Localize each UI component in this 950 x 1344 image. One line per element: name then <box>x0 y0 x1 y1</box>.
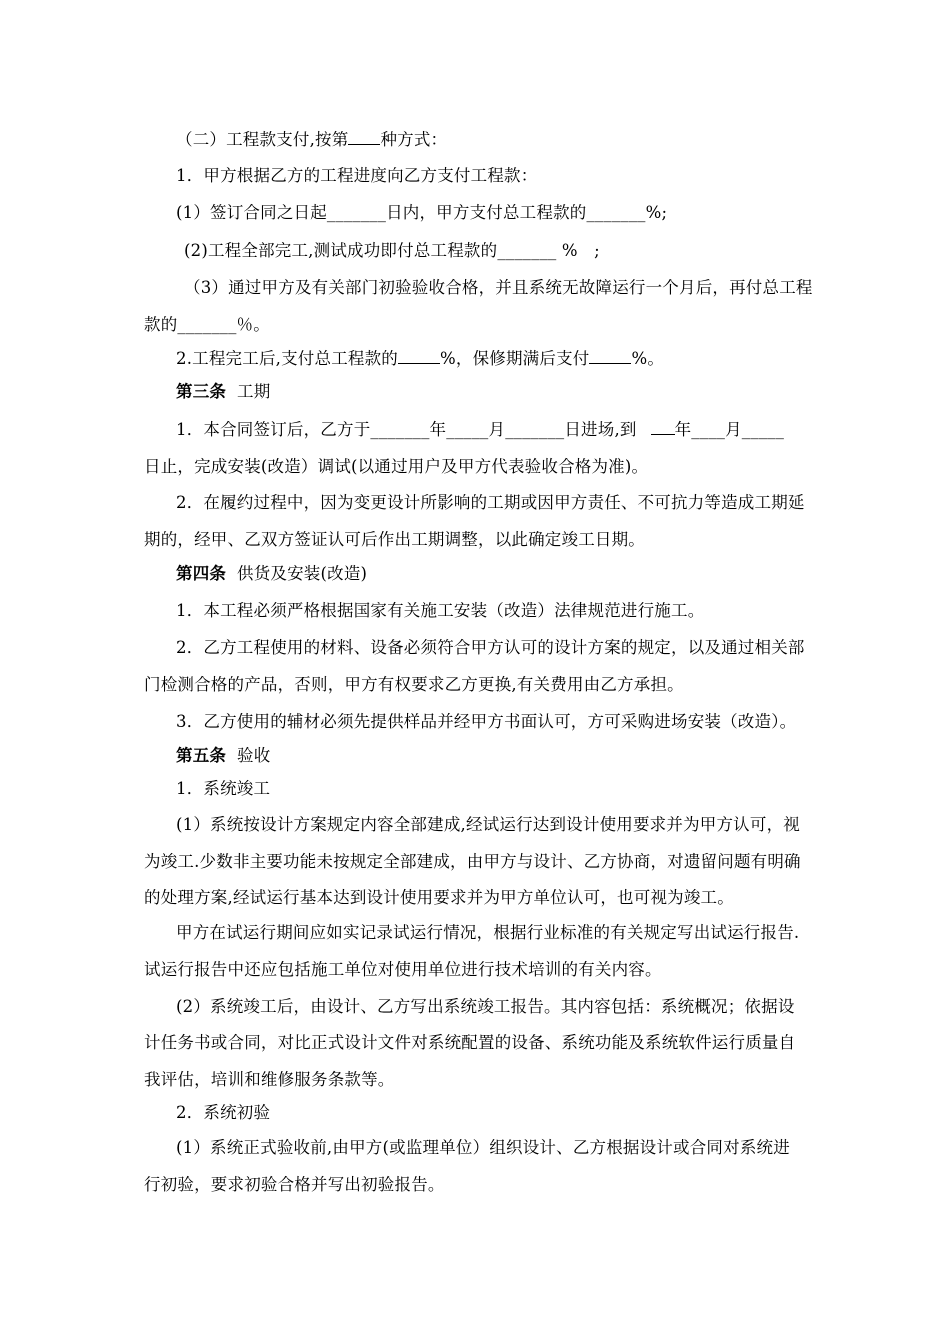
article-3-item-1-text-b: 年____月_____ <box>674 420 785 439</box>
payment-heading-text-a: （二）工程款支付,按第 <box>176 130 349 149</box>
payment-item-2 <box>176 347 664 370</box>
blank-line <box>589 347 631 364</box>
article-3-heading: 工期 <box>226 382 271 401</box>
article-5-p1-line2: 为竣工.少数非主要功能未按规定全部建成，由甲方与设计、乙方协商，对遗留问题有明确 <box>144 852 801 871</box>
payment-item-1-2: (2)工程全部完工,测试成功即付总工程款的_______ % ; <box>184 241 600 260</box>
payment-heading <box>176 128 447 151</box>
blank-line <box>348 128 380 145</box>
article-3-item-2-line1: 2．在履约过程中，因为变更设计所影响的工期或因甲方责任、不可抗力等造成工期延 <box>176 493 805 512</box>
article-3-label: 第三条 <box>176 382 227 401</box>
article-5-p4-line2: 行初验，要求初验合格并写出初验报告。 <box>144 1175 445 1194</box>
article-5-p3-line1: (2）系统竣工后，由设计、乙方写出系统竣工报告。其内容包括：系统概况；依据设 <box>176 997 795 1016</box>
article-4-item-1: 1．本工程必须严格根据国家有关施工安装（改造）法律规范进行施工。 <box>176 601 705 620</box>
article-5-p2-line2: 试运行报告中还应包括施工单位对使用单位进行技术培训的有关内容。 <box>144 960 662 979</box>
article-4-item-2-line2: 门检测合格的产品，否则，甲方有权要求乙方更换,有关费用由乙方承担。 <box>144 675 684 694</box>
payment-item-1-3-line1: （3）通过甲方及有关部门初验验收合格，并且系统无故障运行一个月后，再付总工程 <box>184 278 813 297</box>
article-4-item-2-line1: 2．乙方工程使用的材料、设备必须符合甲方认可的设计方案的规定，以及通过相关部 <box>176 638 805 657</box>
payment-heading-text-b: 种方式： <box>380 130 448 149</box>
article-4-item-3: 3．乙方使用的辅材必须先提供样品并经甲方书面认可，方可采购进场安装（改造）。 <box>176 712 797 731</box>
payment-item-1-3-line2: 款的_______％。 <box>144 315 270 334</box>
article-5-sub-2: 2．系统初验 <box>176 1103 271 1122</box>
payment-item-2-text-a: 2.工程完工后,支付总工程款的 <box>176 349 398 368</box>
article-4-label: 第四条 <box>176 564 227 583</box>
article-5-p2-line1: 甲方在试运行期间应如实记录试运行情况，根据行业标准的有关规定写出试运行报告. <box>176 923 800 942</box>
payment-item-2-text-c: %。 <box>631 349 665 368</box>
article-5-p1-line1: (1）系统按设计方案规定内容全部建成,经试运行达到设计使用要求并为甲方认可，视 <box>176 815 800 834</box>
blank-line <box>651 418 675 435</box>
article-5-p3-line2: 计任务书或合同，对比正式设计文件对系统配置的设备、系统功能及系统软件运行质量自 <box>144 1033 796 1052</box>
payment-item-2-text-b: %，保修期满后支付 <box>440 349 590 368</box>
payment-item-1-1: (1）签订合同之日起_______日内，甲方支付总工程款的_______%; <box>176 203 668 222</box>
article-4-title <box>176 563 367 585</box>
article-3-item-2-line2: 期的，经甲、乙双方签证认可后作出工期调整，以此确定竣工日期。 <box>144 530 645 549</box>
blank-line <box>398 347 440 364</box>
article-5-title <box>176 745 270 767</box>
article-3-item-1-text-a: 1．本合同签订后，乙方于_______年_____月_______日进场,到 <box>176 420 637 439</box>
article-3-title <box>176 381 270 403</box>
article-5-p4-line1: (1）系统正式验收前,由甲方(或监理单位）组织设计、乙方根据设计或合同对系统进 <box>176 1138 790 1157</box>
article-5-p3-line3: 我评估，培训和维修服务条款等。 <box>144 1070 395 1089</box>
article-5-p1-line3: 的处理方案,经试运行基本达到设计使用要求并为甲方单位认可，也可视为竣工。 <box>144 888 734 907</box>
article-5-label: 第五条 <box>176 746 227 765</box>
article-4-heading: 供货及安装(改造) <box>226 564 368 583</box>
payment-item-1: 1．甲方根据乙方的工程进度向乙方支付工程款： <box>176 166 538 185</box>
article-5-heading: 验收 <box>226 746 271 765</box>
article-3-item-1-line1 <box>176 418 784 441</box>
article-5-sub-1: 1．系统竣工 <box>176 779 271 798</box>
article-3-item-1-line2: 日止，完成安装(改造）调试(以通过用户及甲方代表验收合格为准)。 <box>144 457 649 476</box>
